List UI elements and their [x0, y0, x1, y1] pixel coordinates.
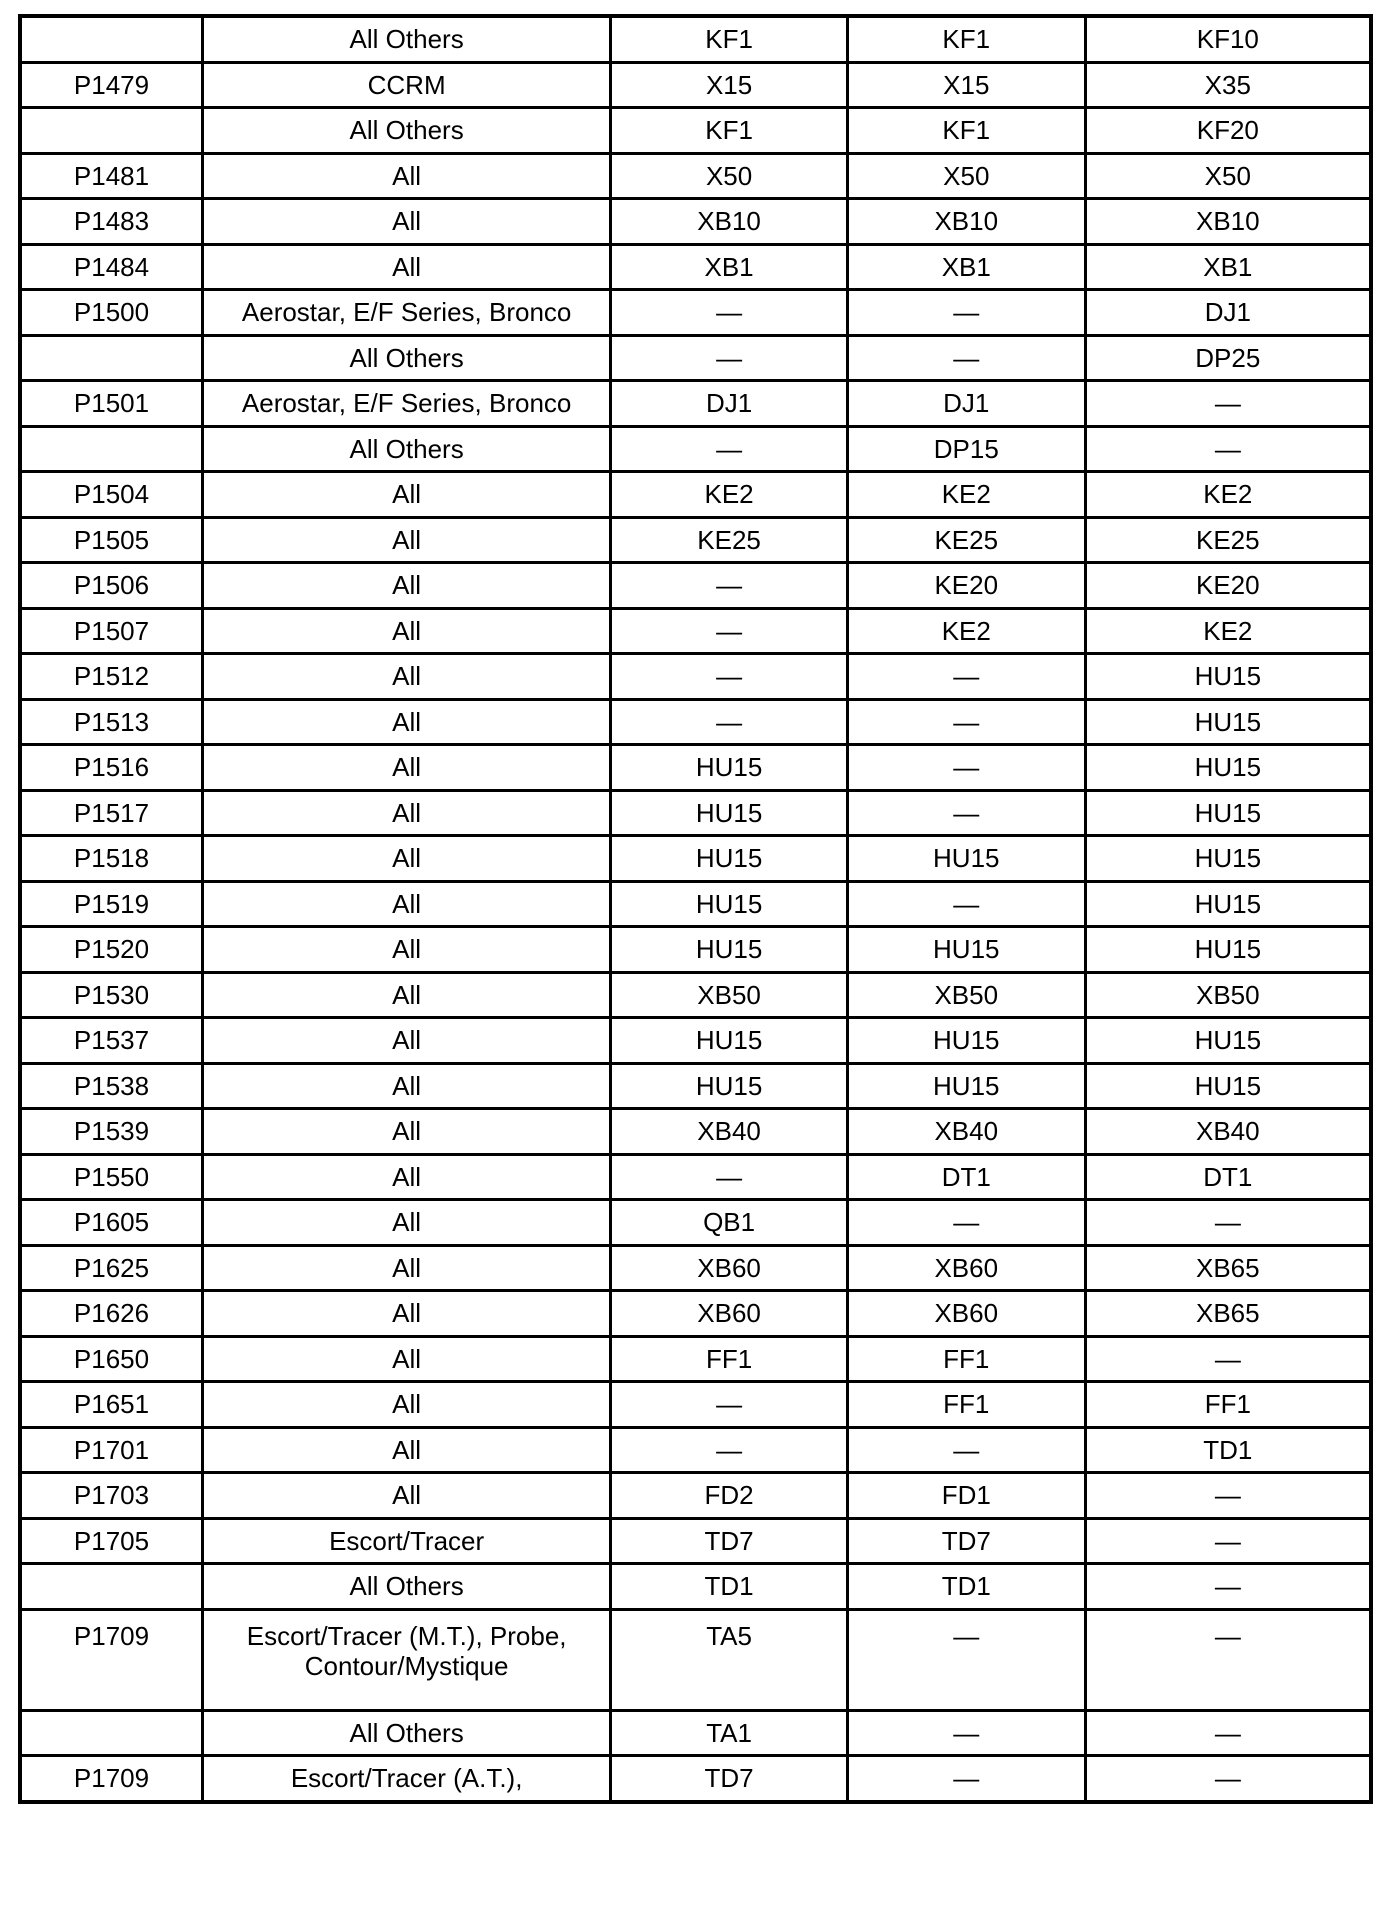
application-cell: All: [203, 927, 611, 973]
pinpoint-col-3-cell: —: [1085, 1609, 1371, 1710]
dtc-code-cell: [20, 426, 203, 472]
dtc-code-cell: P1507: [20, 608, 203, 654]
pinpoint-col-1-cell: HU15: [611, 1018, 848, 1064]
application-cell: All: [203, 608, 611, 654]
pinpoint-col-2-cell: DT1: [847, 1154, 1085, 1200]
pinpoint-col-1-cell: KE25: [611, 517, 848, 563]
pinpoint-col-2-cell: —: [847, 654, 1085, 700]
pinpoint-col-1-cell: —: [611, 290, 848, 336]
table-row: [20, 745, 1371, 791]
pinpoint-col-1-cell: —: [611, 426, 848, 472]
application-cell: All: [203, 1154, 611, 1200]
dtc-pinpoint-table: [18, 14, 1373, 1804]
pinpoint-col-1-cell: TD7: [611, 1518, 848, 1564]
pinpoint-col-1-cell: —: [611, 1427, 848, 1473]
pinpoint-col-2-cell: TD7: [847, 1518, 1085, 1564]
pinpoint-col-3-cell: HU15: [1085, 881, 1371, 927]
application-cell: All: [203, 745, 611, 791]
table-row: [20, 608, 1371, 654]
application-cell: CCRM: [203, 62, 611, 108]
dtc-code-cell: P1705: [20, 1518, 203, 1564]
table-row: [20, 972, 1371, 1018]
pinpoint-col-3-cell: —: [1085, 1336, 1371, 1382]
table-row: [20, 1291, 1371, 1337]
table-row: [20, 153, 1371, 199]
table-row: [20, 1063, 1371, 1109]
pinpoint-col-2-cell: —: [847, 790, 1085, 836]
application-cell: All: [203, 1382, 611, 1428]
table-row: [20, 699, 1371, 745]
table-row: [20, 381, 1371, 427]
dtc-code-cell: P1518: [20, 836, 203, 882]
pinpoint-col-1-cell: XB40: [611, 1109, 848, 1155]
table-row: [20, 62, 1371, 108]
pinpoint-col-3-cell: —: [1085, 1756, 1371, 1802]
table-row: [20, 927, 1371, 973]
pinpoint-col-1-cell: —: [611, 1382, 848, 1428]
dtc-code-cell: P1605: [20, 1200, 203, 1246]
table-row: [20, 790, 1371, 836]
table-body: [20, 16, 1371, 1802]
dtc-code-cell: P1513: [20, 699, 203, 745]
pinpoint-col-1-cell: —: [611, 654, 848, 700]
dtc-code-cell: P1484: [20, 244, 203, 290]
pinpoint-col-2-cell: FF1: [847, 1336, 1085, 1382]
pinpoint-col-2-cell: —: [847, 335, 1085, 381]
pinpoint-col-3-cell: —: [1085, 1473, 1371, 1519]
application-cell: All: [203, 699, 611, 745]
pinpoint-col-2-cell: HU15: [847, 836, 1085, 882]
pinpoint-col-2-cell: KF1: [847, 108, 1085, 154]
pinpoint-col-2-cell: X15: [847, 62, 1085, 108]
pinpoint-col-3-cell: HU15: [1085, 790, 1371, 836]
pinpoint-col-1-cell: KE2: [611, 472, 848, 518]
pinpoint-col-3-cell: X35: [1085, 62, 1371, 108]
application-cell: Escort/Tracer: [203, 1518, 611, 1564]
pinpoint-col-1-cell: HU15: [611, 1063, 848, 1109]
dtc-code-cell: P1530: [20, 972, 203, 1018]
pinpoint-col-2-cell: XB40: [847, 1109, 1085, 1155]
pinpoint-col-1-cell: QB1: [611, 1200, 848, 1246]
application-cell: All: [203, 881, 611, 927]
pinpoint-col-3-cell: KF10: [1085, 16, 1371, 62]
pinpoint-col-2-cell: KF1: [847, 16, 1085, 62]
table-row: [20, 1154, 1371, 1200]
application-cell: Escort/Tracer (M.T.), Probe, Contour/Mystique: [203, 1609, 611, 1710]
dtc-code-cell: P1539: [20, 1109, 203, 1155]
pinpoint-col-3-cell: KE2: [1085, 608, 1371, 654]
pinpoint-col-2-cell: KE2: [847, 608, 1085, 654]
dtc-code-cell: P1626: [20, 1291, 203, 1337]
dtc-code-cell: P1519: [20, 881, 203, 927]
pinpoint-col-1-cell: TA5: [611, 1609, 848, 1710]
pinpoint-col-1-cell: —: [611, 563, 848, 609]
pinpoint-col-1-cell: HU15: [611, 927, 848, 973]
pinpoint-col-3-cell: HU15: [1085, 745, 1371, 791]
pinpoint-col-2-cell: KE20: [847, 563, 1085, 609]
pinpoint-col-1-cell: DJ1: [611, 381, 848, 427]
pinpoint-col-1-cell: XB50: [611, 972, 848, 1018]
pinpoint-col-1-cell: FF1: [611, 1336, 848, 1382]
pinpoint-col-1-cell: XB60: [611, 1291, 848, 1337]
table-row: [20, 1710, 1371, 1756]
pinpoint-col-3-cell: —: [1085, 426, 1371, 472]
pinpoint-col-3-cell: —: [1085, 1710, 1371, 1756]
pinpoint-col-3-cell: HU15: [1085, 927, 1371, 973]
application-cell: Aerostar, E/F Series, Bronco: [203, 381, 611, 427]
pinpoint-col-2-cell: —: [847, 1427, 1085, 1473]
pinpoint-col-3-cell: KE2: [1085, 472, 1371, 518]
pinpoint-col-3-cell: —: [1085, 1200, 1371, 1246]
table-row: [20, 290, 1371, 336]
pinpoint-col-3-cell: KE25: [1085, 517, 1371, 563]
pinpoint-col-3-cell: HU15: [1085, 836, 1371, 882]
application-cell: All: [203, 472, 611, 518]
application-cell: All: [203, 1336, 611, 1382]
dtc-code-cell: P1538: [20, 1063, 203, 1109]
application-cell: All Others: [203, 16, 611, 62]
table-row: [20, 836, 1371, 882]
application-cell: All: [203, 836, 611, 882]
application-cell: All: [203, 1291, 611, 1337]
table-row: [20, 1609, 1371, 1710]
pinpoint-col-2-cell: TD1: [847, 1564, 1085, 1610]
dtc-code-cell: [20, 335, 203, 381]
pinpoint-col-2-cell: KE25: [847, 517, 1085, 563]
dtc-code-cell: P1506: [20, 563, 203, 609]
application-cell: Aerostar, E/F Series, Bronco: [203, 290, 611, 336]
pinpoint-col-1-cell: XB60: [611, 1245, 848, 1291]
pinpoint-col-3-cell: KE20: [1085, 563, 1371, 609]
pinpoint-col-2-cell: —: [847, 699, 1085, 745]
pinpoint-col-2-cell: FF1: [847, 1382, 1085, 1428]
pinpoint-col-3-cell: XB65: [1085, 1245, 1371, 1291]
dtc-code-cell: P1651: [20, 1382, 203, 1428]
pinpoint-col-1-cell: —: [611, 699, 848, 745]
pinpoint-col-1-cell: HU15: [611, 881, 848, 927]
dtc-code-cell: P1520: [20, 927, 203, 973]
dtc-code-cell: P1483: [20, 199, 203, 245]
dtc-code-cell: P1504: [20, 472, 203, 518]
pinpoint-col-2-cell: XB60: [847, 1245, 1085, 1291]
application-cell: All: [203, 1427, 611, 1473]
application-cell: All: [203, 654, 611, 700]
table-row: [20, 108, 1371, 154]
dtc-code-cell: P1537: [20, 1018, 203, 1064]
application-cell: All: [203, 972, 611, 1018]
application-cell: All: [203, 563, 611, 609]
pinpoint-col-3-cell: XB10: [1085, 199, 1371, 245]
dtc-code-cell: P1516: [20, 745, 203, 791]
pinpoint-col-1-cell: X50: [611, 153, 848, 199]
dtc-code-cell: P1517: [20, 790, 203, 836]
application-cell: All: [203, 199, 611, 245]
pinpoint-col-2-cell: —: [847, 1710, 1085, 1756]
application-cell: All: [203, 1109, 611, 1155]
pinpoint-col-2-cell: HU15: [847, 1018, 1085, 1064]
application-cell: All Others: [203, 108, 611, 154]
dtc-code-cell: [20, 1710, 203, 1756]
dtc-code-cell: P1701: [20, 1427, 203, 1473]
dtc-code-cell: P1703: [20, 1473, 203, 1519]
dtc-code-cell: P1481: [20, 153, 203, 199]
application-cell: All: [203, 517, 611, 563]
table-row: [20, 517, 1371, 563]
table-row: [20, 472, 1371, 518]
dtc-code-cell: P1500: [20, 290, 203, 336]
pinpoint-col-1-cell: —: [611, 335, 848, 381]
table-row: [20, 881, 1371, 927]
application-cell: All: [203, 790, 611, 836]
pinpoint-col-1-cell: TD7: [611, 1756, 848, 1802]
table-row: [20, 1564, 1371, 1610]
pinpoint-col-1-cell: HU15: [611, 836, 848, 882]
table-row: [20, 199, 1371, 245]
table-row: [20, 654, 1371, 700]
dtc-code-cell: P1505: [20, 517, 203, 563]
pinpoint-col-3-cell: HU15: [1085, 654, 1371, 700]
table-row: [20, 1427, 1371, 1473]
application-cell: All: [203, 1018, 611, 1064]
pinpoint-col-2-cell: XB10: [847, 199, 1085, 245]
pinpoint-col-3-cell: DP25: [1085, 335, 1371, 381]
pinpoint-col-3-cell: KF20: [1085, 108, 1371, 154]
table-row: [20, 1756, 1371, 1802]
pinpoint-col-3-cell: HU15: [1085, 699, 1371, 745]
pinpoint-col-3-cell: XB65: [1085, 1291, 1371, 1337]
pinpoint-col-2-cell: DP15: [847, 426, 1085, 472]
pinpoint-col-2-cell: —: [847, 1756, 1085, 1802]
table-row: [20, 335, 1371, 381]
pinpoint-col-1-cell: TA1: [611, 1710, 848, 1756]
table-row: [20, 1018, 1371, 1064]
pinpoint-col-1-cell: X15: [611, 62, 848, 108]
dtc-code-cell: P1550: [20, 1154, 203, 1200]
pinpoint-col-2-cell: FD1: [847, 1473, 1085, 1519]
dtc-code-cell: P1512: [20, 654, 203, 700]
pinpoint-col-3-cell: FF1: [1085, 1382, 1371, 1428]
pinpoint-col-1-cell: KF1: [611, 16, 848, 62]
pinpoint-col-3-cell: HU15: [1085, 1018, 1371, 1064]
pinpoint-col-3-cell: TD1: [1085, 1427, 1371, 1473]
dtc-code-cell: [20, 16, 203, 62]
table-row: [20, 1245, 1371, 1291]
application-cell: All: [203, 1473, 611, 1519]
dtc-code-cell: P1625: [20, 1245, 203, 1291]
dtc-code-cell: P1709: [20, 1756, 203, 1802]
pinpoint-col-2-cell: —: [847, 1200, 1085, 1246]
pinpoint-col-3-cell: XB50: [1085, 972, 1371, 1018]
application-cell: All: [203, 153, 611, 199]
table-row: [20, 1473, 1371, 1519]
application-cell: All: [203, 1200, 611, 1246]
table-row: [20, 244, 1371, 290]
table-row: [20, 1518, 1371, 1564]
pinpoint-col-3-cell: —: [1085, 1564, 1371, 1610]
pinpoint-col-3-cell: —: [1085, 381, 1371, 427]
dtc-code-cell: [20, 1564, 203, 1610]
application-cell: All: [203, 244, 611, 290]
pinpoint-col-1-cell: FD2: [611, 1473, 848, 1519]
dtc-code-cell: [20, 108, 203, 154]
pinpoint-col-3-cell: DT1: [1085, 1154, 1371, 1200]
pinpoint-col-2-cell: XB1: [847, 244, 1085, 290]
pinpoint-col-3-cell: —: [1085, 1518, 1371, 1564]
application-cell: All Others: [203, 1564, 611, 1610]
pinpoint-col-1-cell: —: [611, 1154, 848, 1200]
application-cell: All: [203, 1245, 611, 1291]
pinpoint-col-1-cell: TD1: [611, 1564, 848, 1610]
pinpoint-col-2-cell: —: [847, 745, 1085, 791]
pinpoint-col-2-cell: XB50: [847, 972, 1085, 1018]
table-row: [20, 1200, 1371, 1246]
table-row: [20, 1109, 1371, 1155]
table-row: [20, 16, 1371, 62]
dtc-code-cell: P1501: [20, 381, 203, 427]
dtc-code-cell: P1650: [20, 1336, 203, 1382]
application-cell: All Others: [203, 1710, 611, 1756]
pinpoint-col-3-cell: DJ1: [1085, 290, 1371, 336]
pinpoint-col-1-cell: XB10: [611, 199, 848, 245]
pinpoint-col-3-cell: XB1: [1085, 244, 1371, 290]
table-row: [20, 1336, 1371, 1382]
pinpoint-col-3-cell: X50: [1085, 153, 1371, 199]
pinpoint-col-1-cell: HU15: [611, 745, 848, 791]
table-row: [20, 1382, 1371, 1428]
pinpoint-col-2-cell: —: [847, 881, 1085, 927]
pinpoint-col-2-cell: —: [847, 1609, 1085, 1710]
pinpoint-col-2-cell: HU15: [847, 927, 1085, 973]
pinpoint-col-1-cell: —: [611, 608, 848, 654]
dtc-code-cell: P1709: [20, 1609, 203, 1710]
pinpoint-col-2-cell: X50: [847, 153, 1085, 199]
pinpoint-col-1-cell: KF1: [611, 108, 848, 154]
dtc-code-cell: P1479: [20, 62, 203, 108]
application-cell: All Others: [203, 426, 611, 472]
application-cell: All: [203, 1063, 611, 1109]
pinpoint-col-3-cell: XB40: [1085, 1109, 1371, 1155]
pinpoint-col-2-cell: —: [847, 290, 1085, 336]
pinpoint-col-2-cell: HU15: [847, 1063, 1085, 1109]
pinpoint-col-1-cell: HU15: [611, 790, 848, 836]
table-row: [20, 563, 1371, 609]
application-cell: Escort/Tracer (A.T.),: [203, 1756, 611, 1802]
application-cell: All Others: [203, 335, 611, 381]
pinpoint-col-3-cell: HU15: [1085, 1063, 1371, 1109]
pinpoint-col-2-cell: XB60: [847, 1291, 1085, 1337]
pinpoint-col-2-cell: KE2: [847, 472, 1085, 518]
table-row: [20, 426, 1371, 472]
pinpoint-col-2-cell: DJ1: [847, 381, 1085, 427]
pinpoint-col-1-cell: XB1: [611, 244, 848, 290]
